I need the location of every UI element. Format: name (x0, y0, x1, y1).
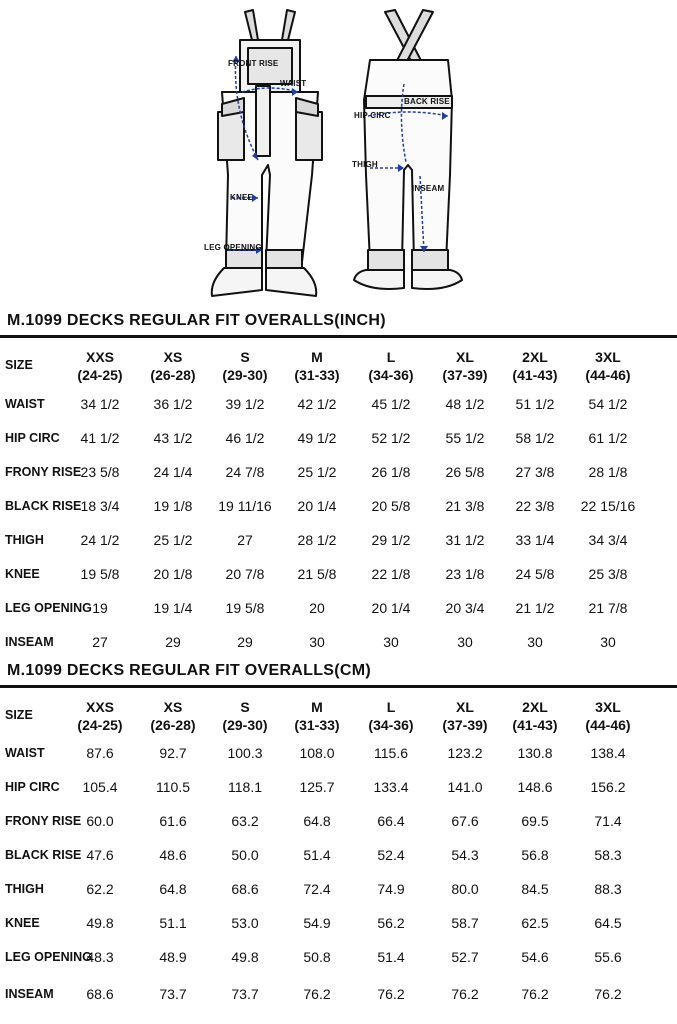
table-row (0, 813, 677, 833)
row-label: INSEAM (5, 635, 54, 649)
table-cell: 62.5 (521, 915, 549, 931)
size-column-header (354, 348, 428, 384)
table-cell: 48.3 (86, 949, 114, 965)
size-column-header (571, 348, 645, 384)
table-cell: 48 1/2 (445, 396, 485, 412)
thigh-label: THIGH (352, 160, 378, 169)
table-cell: 45 1/2 (371, 396, 411, 412)
table-cell: 41 1/2 (80, 430, 120, 446)
table-cell: 50.0 (231, 847, 259, 863)
row-label: HIP CIRC (5, 780, 60, 794)
table-cell: 58.3 (594, 847, 622, 863)
table-cell: 27 (237, 532, 253, 548)
table-cell: 19 5/8 (80, 566, 120, 582)
table-cell: 19 (92, 600, 108, 616)
table-cell: 105.4 (82, 779, 118, 795)
table-cell: 51.1 (159, 915, 187, 931)
waist-label: WAIST (280, 79, 307, 88)
table-cell: 25 1/2 (153, 532, 193, 548)
inseam-label: INSEAM (412, 184, 445, 193)
table-cell: 29 (237, 634, 253, 650)
table-cell: 76.2 (377, 986, 405, 1002)
title-divider (0, 685, 677, 688)
table-cell: 92.7 (159, 745, 187, 761)
table-cell: 76.2 (521, 986, 549, 1002)
table-cell: 20 5/8 (371, 498, 411, 514)
table-cell: 123.2 (447, 745, 483, 761)
table-cell: 23 1/8 (445, 566, 485, 582)
table-cell: 56.8 (521, 847, 549, 863)
table-cell: 24 1/4 (153, 464, 193, 480)
table-cell: 20 (309, 600, 325, 616)
table-cell: 71.4 (594, 813, 622, 829)
table-cell: 115.6 (374, 745, 408, 761)
table-row (0, 745, 677, 765)
size-header-label: SIZE (5, 358, 33, 372)
table-cell: 141.0 (447, 779, 483, 795)
table-cell: 30 (600, 634, 616, 650)
table-cell: 64.8 (303, 813, 331, 829)
table-cell: 51.4 (303, 847, 331, 863)
table-cell: 29 (165, 634, 181, 650)
table-cell: 55.6 (594, 949, 622, 965)
table-cell: 60.0 (86, 813, 114, 829)
table-cell: 18 3/4 (80, 498, 120, 514)
size-column-header (208, 348, 282, 384)
table-cell: 46 1/2 (225, 430, 265, 446)
table-cell: 130.8 (517, 745, 553, 761)
size-column-header (428, 348, 502, 384)
size-name: XL (456, 699, 474, 715)
row-label: THIGH (5, 882, 44, 896)
table-cell: 53.0 (231, 915, 259, 931)
size-name: 3XL (595, 349, 621, 365)
table-cell: 19 5/8 (225, 600, 265, 616)
row-label: LEG OPENING (5, 950, 92, 964)
knee-label: KNEE (230, 193, 254, 202)
table-cell: 54.6 (521, 949, 549, 965)
table-cell: 108.0 (299, 745, 335, 761)
size-range: (41-43) (512, 717, 558, 733)
table-row (0, 532, 677, 552)
size-range: (24-25) (77, 367, 123, 383)
table-cell: 49.8 (231, 949, 259, 965)
hip-circ-label: HIP CIRC (354, 111, 391, 120)
size-column-header (498, 698, 572, 734)
table-cell: 19 11/16 (218, 498, 272, 514)
table-cell: 23 5/8 (80, 464, 120, 480)
size-column-header (280, 698, 354, 734)
size-column-header (63, 348, 137, 384)
table-cell: 69.5 (521, 813, 549, 829)
size-range: (29-30) (222, 717, 268, 733)
table-cell: 52.4 (377, 847, 405, 863)
table-cell: 20 1/4 (371, 600, 411, 616)
size-name: XXS (85, 699, 114, 715)
row-label: WAIST (5, 746, 45, 760)
size-column-header (498, 348, 572, 384)
table-cell: 58 1/2 (515, 430, 555, 446)
row-label: INSEAM (5, 987, 54, 1001)
table-cell: 87.6 (86, 745, 114, 761)
table-cell: 148.6 (517, 779, 553, 795)
size-name: S (240, 349, 250, 365)
row-label: LEG OPENING (5, 601, 92, 615)
table-row (0, 430, 677, 450)
size-range: (31-33) (294, 367, 340, 383)
table-row (0, 949, 677, 969)
table-cell: 20 1/8 (153, 566, 193, 582)
table-cell: 42 1/2 (297, 396, 337, 412)
table-cell: 31 1/2 (445, 532, 485, 548)
size-column-header (571, 698, 645, 734)
row-label: HIP CIRC (5, 431, 60, 445)
table-row (0, 600, 677, 620)
table-cell: 24 1/2 (80, 532, 120, 548)
table-cell: 68.6 (231, 881, 259, 897)
table-row (0, 847, 677, 867)
table-cell: 125.7 (299, 779, 335, 795)
size-name: L (386, 699, 396, 715)
table-cell: 24 5/8 (515, 566, 555, 582)
front-rise-label: FRONT RISE (228, 59, 279, 68)
size-name: XL (456, 349, 474, 365)
table-title: M.1099 DECKS REGULAR FIT OVERALLS(INCH) (7, 312, 386, 329)
size-name: 2XL (522, 699, 548, 715)
size-name: 3XL (595, 699, 621, 715)
size-name: 2XL (522, 349, 548, 365)
table-cell: 74.9 (377, 881, 405, 897)
table-cell: 21 7/8 (588, 600, 628, 616)
table-cell: 58.7 (451, 915, 479, 931)
table-cell: 88.3 (594, 881, 622, 897)
size-column-header (208, 698, 282, 734)
size-name: S (240, 699, 250, 715)
size-header-label: SIZE (5, 708, 33, 722)
size-column-header (136, 698, 210, 734)
size-name: XS (163, 349, 183, 365)
row-label: BLACK RISE (5, 848, 82, 862)
row-label: KNEE (5, 567, 40, 581)
size-name: M (311, 349, 323, 365)
table-cell: 64.8 (159, 881, 187, 897)
table-cell: 33 1/4 (515, 532, 555, 548)
table-row (0, 986, 677, 1006)
table-cell: 27 3/8 (515, 464, 555, 480)
table-header-row (0, 348, 677, 388)
size-name: XXS (85, 349, 114, 365)
table-cell: 64.5 (594, 915, 622, 931)
size-range: (31-33) (294, 717, 340, 733)
table-cell: 51.4 (377, 949, 405, 965)
table-cell: 36 1/2 (153, 396, 193, 412)
table-cell: 61.6 (159, 813, 187, 829)
table-cell: 54.3 (451, 847, 479, 863)
table-cell: 20 3/4 (445, 600, 485, 616)
table-cell: 28 1/8 (588, 464, 628, 480)
table-cell: 21 5/8 (297, 566, 337, 582)
table-cell: 20 1/4 (297, 498, 337, 514)
table-cell: 76.2 (451, 986, 479, 1002)
table-cell: 73.7 (159, 986, 187, 1002)
size-range: (41-43) (512, 367, 558, 383)
table-cell: 110.5 (156, 779, 190, 795)
row-label: BLACK RISE (5, 499, 82, 513)
table-cell: 22 3/8 (515, 498, 555, 514)
size-range: (26-28) (150, 717, 196, 733)
row-label: THIGH (5, 533, 44, 547)
table-cell: 67.6 (451, 813, 479, 829)
overalls-illustration (0, 0, 677, 305)
table-cell: 133.4 (373, 779, 409, 795)
table-cell: 43 1/2 (153, 430, 193, 446)
table-cell: 138.4 (590, 745, 626, 761)
table-cell: 118.1 (228, 779, 262, 795)
table-row (0, 915, 677, 935)
row-label: FRONY RISE (5, 465, 82, 479)
size-range: (44-46) (585, 367, 631, 383)
size-range: (29-30) (222, 367, 268, 383)
table-cell: 52.7 (451, 949, 479, 965)
table-cell: 49.8 (86, 915, 114, 931)
table-cell: 61 1/2 (588, 430, 628, 446)
table-cell: 63.2 (231, 813, 259, 829)
table-cell: 49 1/2 (297, 430, 337, 446)
size-range: (34-36) (368, 367, 414, 383)
table-cell: 55 1/2 (445, 430, 485, 446)
size-column-header (354, 698, 428, 734)
table-row (0, 881, 677, 901)
table-cell: 52 1/2 (371, 430, 411, 446)
overalls-measurement-diagram (0, 0, 677, 305)
table-cell: 30 (309, 634, 325, 650)
table-cell: 47.6 (86, 847, 114, 863)
table-cell: 39 1/2 (225, 396, 265, 412)
table-cell: 28 1/2 (297, 532, 337, 548)
size-range: (34-36) (368, 717, 414, 733)
table-cell: 20 7/8 (225, 566, 265, 582)
table-cell: 22 1/8 (371, 566, 411, 582)
size-range: (24-25) (77, 717, 123, 733)
table-cell: 24 7/8 (225, 464, 265, 480)
table-cell: 76.2 (303, 986, 331, 1002)
row-label: WAIST (5, 397, 45, 411)
table-cell: 22 15/16 (580, 498, 636, 514)
table-cell: 54.9 (303, 915, 331, 931)
table-cell: 30 (383, 634, 399, 650)
size-range: (44-46) (585, 717, 631, 733)
size-name: XS (163, 699, 183, 715)
table-cell: 48.6 (159, 847, 187, 863)
table-cell: 54 1/2 (588, 396, 628, 412)
table-cell: 26 5/8 (445, 464, 485, 480)
size-range: (26-28) (150, 367, 196, 383)
size-column-header (280, 348, 354, 384)
table-cell: 72.4 (303, 881, 331, 897)
table-cell: 84.5 (521, 881, 549, 897)
table-cell: 73.7 (231, 986, 259, 1002)
table-cell: 34 1/2 (80, 396, 120, 412)
size-column-header (136, 348, 210, 384)
table-cell: 66.4 (377, 813, 405, 829)
table-header-row (0, 698, 677, 738)
back-rise-label: BACK RISE (404, 97, 450, 106)
size-range: (37-39) (442, 717, 488, 733)
table-cell: 25 3/8 (588, 566, 628, 582)
table-cell: 48.9 (159, 949, 187, 965)
table-cell: 30 (457, 634, 473, 650)
table-row (0, 498, 677, 518)
table-cell: 19 1/8 (153, 498, 193, 514)
table-cell: 21 3/8 (445, 498, 485, 514)
row-label: KNEE (5, 916, 40, 930)
table-row (0, 464, 677, 484)
table-cell: 19 1/4 (153, 600, 193, 616)
size-name: L (386, 349, 396, 365)
row-label: FRONY RISE (5, 814, 82, 828)
table-cell: 26 1/8 (371, 464, 411, 480)
table-cell: 51 1/2 (515, 396, 555, 412)
size-column-header (63, 698, 137, 734)
leg-opening-label: LEG OPENING (204, 243, 262, 252)
table-cell: 34 3/4 (588, 532, 628, 548)
table-row (0, 396, 677, 416)
table-cell: 100.3 (227, 745, 263, 761)
table-title: M.1099 DECKS REGULAR FIT OVERALLS(CM) (7, 662, 372, 679)
table-cell: 62.2 (86, 881, 114, 897)
table-cell: 76.2 (594, 986, 622, 1002)
table-cell: 156.2 (590, 779, 626, 795)
title-divider (0, 335, 677, 338)
table-row (0, 779, 677, 799)
table-cell: 27 (92, 634, 108, 650)
table-cell: 80.0 (451, 881, 479, 897)
size-name: M (311, 699, 323, 715)
table-cell: 29 1/2 (371, 532, 411, 548)
table-row (0, 566, 677, 586)
size-range: (37-39) (442, 367, 488, 383)
table-row (0, 634, 677, 654)
size-column-header (428, 698, 502, 734)
table-cell: 50.8 (303, 949, 331, 965)
table-cell: 30 (527, 634, 543, 650)
table-cell: 68.6 (86, 986, 114, 1002)
table-cell: 56.2 (377, 915, 405, 931)
table-cell: 21 1/2 (515, 600, 555, 616)
table-cell: 25 1/2 (297, 464, 337, 480)
